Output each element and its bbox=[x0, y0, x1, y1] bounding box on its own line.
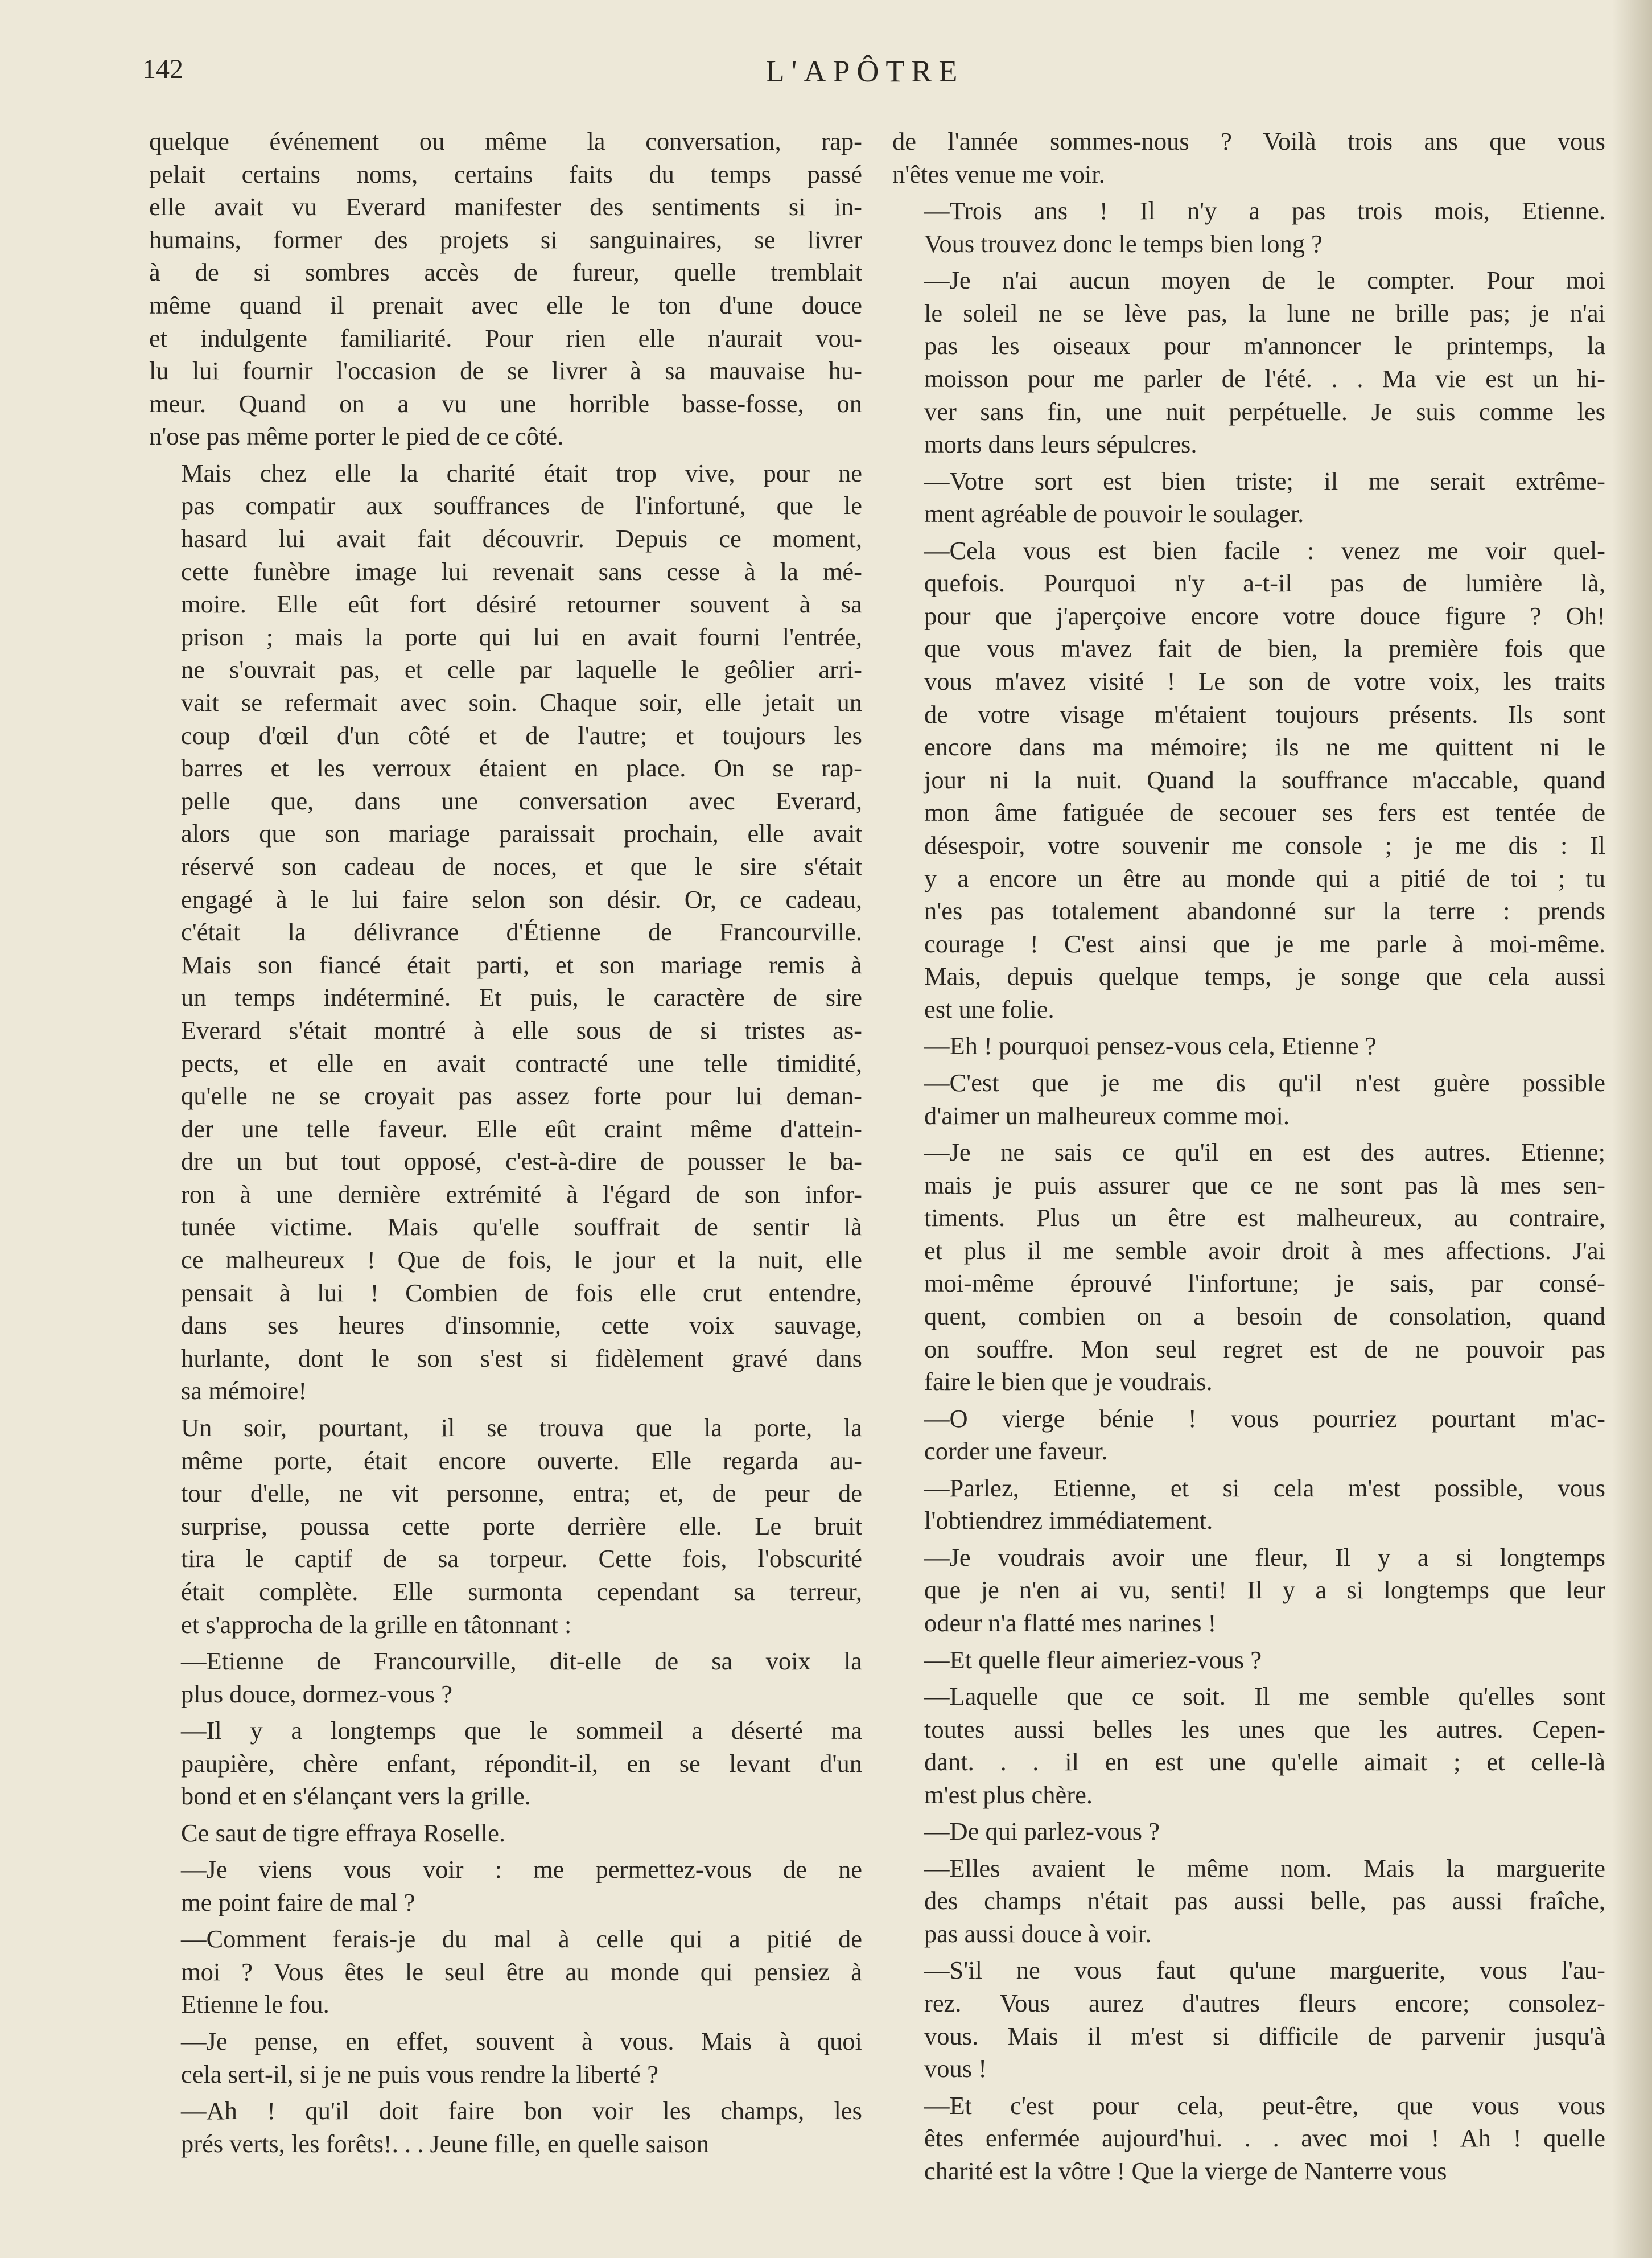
text-line: —Trois ans ! Il n'y a pas trois mois, Etienne. bbox=[924, 196, 1605, 225]
text-line: —Et quelle fleur aimeriez-vous ? bbox=[924, 1645, 1262, 1674]
paragraph bbox=[892, 1472, 1605, 1537]
text-line: —Eh ! pourquoi pensez-vous cela, Etienne ? bbox=[924, 1031, 1377, 1060]
text-line: barres et les verroux étaient en place. On se rap- bbox=[181, 754, 862, 783]
text-line: y a encore un être au monde qui a pitié de toi ; tu bbox=[924, 863, 1605, 892]
paragraph bbox=[892, 1136, 1605, 1399]
left-column bbox=[149, 125, 862, 2164]
text-line: bond et en s'élançant vers la grille. bbox=[181, 1782, 531, 1811]
text-line: moire. Elle eût fort désiré retourner souvent à sa bbox=[181, 590, 862, 619]
text-line: Everard s'était montré à elle sous de si tristes as- bbox=[181, 1015, 862, 1044]
paragraph bbox=[149, 1714, 862, 1813]
text-line: c'était la délivrance d'Étienne de Francourville. bbox=[181, 918, 862, 947]
paragraph bbox=[149, 1645, 862, 1710]
paragraph bbox=[892, 1402, 1605, 1468]
text-line: vous. Mais il m'est si difficile de parvenir jusqu'à bbox=[924, 2021, 1605, 2050]
text-line: Ce saut de tigre effraya Roselle. bbox=[181, 1818, 506, 1847]
running-title: L'APÔTRE bbox=[765, 54, 965, 88]
paragraph bbox=[892, 1680, 1605, 1811]
text-line: ment agréable de pouvoir le soulager. bbox=[924, 499, 1304, 528]
text-line: paupière, chère enfant, répondit-il, en se levant d'un bbox=[181, 1749, 862, 1778]
right-column bbox=[892, 125, 1605, 2191]
paragraph bbox=[892, 465, 1605, 530]
text-line: —Je viens vous voir : me permettez-vous de ne bbox=[181, 1855, 862, 1884]
paragraph bbox=[892, 195, 1605, 260]
text-line: pas aussi douce à voir. bbox=[924, 1919, 1152, 1948]
paragraph bbox=[149, 1412, 862, 1641]
text-line: toutes aussi belles les unes que les autres. Cepen- bbox=[924, 1714, 1605, 1743]
text-line: cette funèbre image lui revenait sans cesse à la mé- bbox=[181, 557, 862, 586]
text-line: morts dans leurs sépulcres. bbox=[924, 430, 1197, 459]
text-line: mais je puis assurer que ce ne sont pas là mes sen- bbox=[924, 1170, 1605, 1199]
text-line: est une folie. bbox=[924, 995, 1054, 1023]
paragraph bbox=[149, 125, 862, 453]
text-line: —Je ne sais ce qu'il en est des autres. Etienne; bbox=[924, 1138, 1605, 1167]
text-line: —Comment ferais-je du mal à celle qui a pitié de bbox=[181, 1924, 862, 1953]
text-line: —Ah ! qu'il doit faire bon voir les champs, les bbox=[181, 2096, 862, 2125]
text-line: quent, combien on a besoin de consolation, quand bbox=[924, 1302, 1605, 1331]
text-line: n'es pas totalement abandonné sur la terre : prends bbox=[924, 896, 1605, 926]
text-line: de votre visage m'étaient toujours présents. Ils sont bbox=[924, 700, 1605, 729]
text-line: charité est la vôtre ! Que la vierge de Nanterre vous bbox=[924, 2156, 1447, 2185]
text-line: des champs n'était pas aussi belle, pas aussi fraîche, bbox=[924, 1886, 1605, 1915]
text-line: pas les oiseaux pour m'annoncer le printemps, la bbox=[924, 331, 1605, 360]
text-line: pelle que, dans une conversation avec Everard, bbox=[181, 786, 862, 815]
text-line: lu lui fournir l'occasion de se livrer à sa mauvaise hu- bbox=[149, 356, 862, 385]
page-number: 142 bbox=[142, 54, 183, 84]
text-line: et indulgente familiarité. Pour rien elle n'aurait vou- bbox=[149, 323, 862, 352]
text-line: Mais, depuis quelque temps, je songe que cela aussi bbox=[924, 962, 1605, 991]
text-line: dant. . . il en est une qu'elle aimait ; et celle-là bbox=[924, 1747, 1605, 1776]
text-line: ver sans fin, une nuit perpétuelle. Je suis comme les bbox=[924, 397, 1605, 426]
paragraph bbox=[892, 534, 1605, 1026]
text-line: d'aimer un malheureux comme moi. bbox=[924, 1101, 1290, 1130]
text-line: —C'est que je me dis qu'il n'est guère possible bbox=[924, 1068, 1605, 1097]
text-line: hurlante, dont le son s'est si fidèlement gravé dans bbox=[181, 1343, 862, 1372]
text-line: pas compatir aux souffrances de l'infortuné, que le bbox=[181, 491, 862, 520]
text-line: dre un but tout opposé, c'est-à-dire de pousser le ba- bbox=[181, 1147, 862, 1176]
paragraph bbox=[892, 125, 1605, 191]
paragraph bbox=[892, 1815, 1605, 1848]
text-line: Etienne le fou. bbox=[181, 1990, 329, 2019]
text-line: que je n'en ai vu, senti! Il y a si longtemps que leur bbox=[924, 1576, 1605, 1605]
text-line: m'est plus chère. bbox=[924, 1780, 1093, 1809]
text-line: —Et c'est pour cela, peut-être, que vous vous bbox=[924, 2091, 1605, 2120]
text-line: à de si sombres accès de fureur, quelle tremblait bbox=[149, 258, 862, 287]
text-line: pensait à lui ! Combien de fois elle crut entendre, bbox=[181, 1278, 862, 1307]
text-line: faire le bien que je voudrais. bbox=[924, 1367, 1213, 1396]
text-line: cela sert-il, si je ne puis vous rendre la liberté ? bbox=[181, 2059, 659, 2088]
text-line: Mais son fiancé était parti, et son mariage remis à bbox=[181, 950, 862, 979]
text-line: Mais chez elle la charité était trop vive, pour ne bbox=[181, 458, 862, 487]
text-line: courage ! C'est ainsi que je me parle à moi-même. bbox=[924, 929, 1605, 958]
text-line: et plus il me semble avoir droit à mes affections. J'ai bbox=[924, 1236, 1605, 1265]
text-line: désespoir, votre souvenir me console ; je me dis : Il bbox=[924, 831, 1605, 860]
text-line: —S'il ne vous faut qu'une marguerite, vous l'au- bbox=[924, 1956, 1605, 1985]
text-line: engagé à le lui faire selon son désir. Or, ce cadeau, bbox=[181, 885, 862, 914]
paragraph bbox=[149, 457, 862, 1408]
text-line: que vous m'avez fait de bien, la première fois que bbox=[924, 634, 1605, 663]
text-line: vous m'avez visité ! Le son de votre voix, les traits bbox=[924, 667, 1605, 696]
text-line: —Je voudrais avoir une fleur, Il y a si longtemps bbox=[924, 1543, 1605, 1572]
paragraph bbox=[149, 2025, 862, 2091]
text-line: —Etienne de Francourville, dit-elle de sa voix la bbox=[181, 1646, 862, 1675]
text-line: le soleil ne se lève pas, la lune ne brille pas; je n'ai bbox=[924, 298, 1605, 327]
text-line: mon âme fatiguée de secouer ses fers est tentée de bbox=[924, 798, 1605, 827]
text-line: hasard lui avait fait découvrir. Depuis ce moment, bbox=[181, 524, 862, 553]
text-line: rez. Vous aurez d'autres fleurs encore; consolez- bbox=[924, 1989, 1605, 2018]
text-line: ne s'ouvrait pas, et celle par laquelle le geôlier arri- bbox=[181, 655, 862, 684]
text-line: ce malheureux ! Que de fois, le jour et la nuit, elle bbox=[181, 1245, 862, 1274]
text-line: un temps indéterminé. Et puis, le caractère de sire bbox=[181, 983, 862, 1012]
text-line: même porte, était encore ouverte. Elle regarda au- bbox=[181, 1446, 862, 1475]
paragraph bbox=[892, 1644, 1605, 1677]
text-line: me point faire de mal ? bbox=[181, 1887, 415, 1916]
text-line: —Elles avaient le même nom. Mais la marguerite bbox=[924, 1853, 1605, 1882]
text-line: —De qui parlez-vous ? bbox=[924, 1817, 1160, 1846]
text-line: —Il y a longtemps que le sommeil a déserté ma bbox=[181, 1716, 862, 1745]
text-line: —Je pense, en effet, souvent à vous. Mais à quoi bbox=[181, 2026, 862, 2055]
text-line: pects, et elle en avait contracté une telle timidité, bbox=[181, 1048, 862, 1077]
paragraph bbox=[892, 1030, 1605, 1063]
text-line: n'êtes venue me voir. bbox=[892, 159, 1105, 188]
text-line: surprise, poussa cette porte derrière elle. Le bruit bbox=[181, 1511, 862, 1540]
text-line: et s'approcha de la grille en tâtonnant : bbox=[181, 1610, 572, 1639]
paragraph bbox=[892, 264, 1605, 461]
text-line: meur. Quand on a vu une horrible basse-fosse, on bbox=[149, 389, 862, 418]
text-line: moi ? Vous êtes le seul être au monde qui pensiez à bbox=[181, 1957, 862, 1986]
text-line: —Laquelle que ce soit. Il me semble qu'elles sont bbox=[924, 1682, 1605, 1710]
text-line: pelait certains noms, certains faits du temps passé bbox=[149, 159, 862, 188]
paragraph bbox=[892, 1954, 1605, 2085]
text-line: êtes enfermée aujourd'hui. . . avec moi ! Ah ! quelle bbox=[924, 2124, 1605, 2153]
paragraph bbox=[892, 1852, 1605, 1951]
paragraph bbox=[149, 1817, 862, 1850]
text-line: dans ses heures d'insomnie, cette voix sauvage, bbox=[181, 1311, 862, 1340]
text-line: tira le captif de sa torpeur. Cette fois, l'obscurité bbox=[181, 1544, 862, 1573]
text-line: quelque événement ou même la conversation, rap- bbox=[149, 127, 862, 155]
text-line: moi-même éprouvé l'infortune; je sais, par consé- bbox=[924, 1269, 1605, 1298]
text-line: —Parlez, Etienne, et si cela m'est possible, vous bbox=[924, 1473, 1605, 1502]
text-line: on souffre. Mon seul regret est de ne pouvoir pas bbox=[924, 1334, 1605, 1363]
paragraph bbox=[149, 1853, 862, 1919]
text-line: qu'elle ne se croyait pas assez forte pour lui deman- bbox=[181, 1081, 862, 1111]
text-line: Un soir, pourtant, il se trouva que la porte, la bbox=[181, 1413, 862, 1442]
text-line: sa mémoire! bbox=[181, 1376, 307, 1405]
text-line: Vous trouvez donc le temps bien long ? bbox=[924, 229, 1323, 258]
text-line: réservé son cadeau de noces, et que le sire s'était bbox=[181, 852, 862, 881]
paragraph bbox=[892, 1067, 1605, 1132]
text-line: tunée victime. Mais qu'elle souffrait de sentir là bbox=[181, 1212, 862, 1241]
text-line: l'obtiendrez immédiatement. bbox=[924, 1506, 1213, 1535]
text-line: timents. Plus un être est malheureux, au contraire, bbox=[924, 1203, 1605, 1232]
text-line: vait se refermait avec soin. Chaque soir, elle jetait un bbox=[181, 688, 862, 717]
text-line: vous ! bbox=[924, 2054, 987, 2083]
text-line: —Je n'ai aucun moyen de le compter. Pour moi bbox=[924, 266, 1605, 295]
text-line: encore dans ma mémoire; ils ne me quittent ni le bbox=[924, 733, 1605, 762]
page-header bbox=[137, 54, 1593, 93]
paragraph bbox=[892, 1541, 1605, 1640]
text-line: prison ; mais la porte qui lui en avait fourni l'entrée, bbox=[181, 622, 862, 651]
text-line: pour que j'aperçoive encore votre douce figure ? Oh! bbox=[924, 601, 1605, 630]
text-line: plus douce, dormez-vous ? bbox=[181, 1679, 453, 1708]
text-line: était complète. Elle surmonta cependant sa terreur, bbox=[181, 1577, 862, 1606]
text-line: elle avait vu Everard manifester des sentiments si in- bbox=[149, 192, 862, 221]
text-line: corder une faveur. bbox=[924, 1437, 1108, 1466]
text-line: même quand il prenait avec elle le ton d'une douce bbox=[149, 290, 862, 319]
text-line: de l'année sommes-nous ? Voilà trois ans que vous bbox=[892, 127, 1605, 155]
page-edge-shadow bbox=[1612, 0, 1652, 2258]
text-line: —Cela vous est bien facile : venez me voir quel- bbox=[924, 536, 1605, 565]
paragraph bbox=[149, 2095, 862, 2160]
text-line: quefois. Pourquoi n'y a-t-il pas de lumière là, bbox=[924, 569, 1605, 598]
paragraph bbox=[149, 1923, 862, 2021]
paragraph bbox=[892, 2090, 1605, 2188]
text-line: humains, former des projets si sanguinaires, se livrer bbox=[149, 225, 862, 254]
text-line: der une telle faveur. Elle eût craint même d'attein- bbox=[181, 1114, 862, 1143]
text-line: moisson pour me parler de l'été. . . Ma vie est un hi- bbox=[924, 364, 1605, 393]
text-line: prés verts, les forêts!. . . Jeune fille, en quelle saison bbox=[181, 2129, 710, 2158]
text-line: —O vierge bénie ! vous pourriez pourtant m'ac- bbox=[924, 1404, 1605, 1433]
text-line: —Votre sort est bien triste; il me serait extrême- bbox=[924, 466, 1605, 495]
text-line: n'ose pas même porter le pied de ce côté. bbox=[149, 422, 564, 451]
text-line: odeur n'a flatté mes narines ! bbox=[924, 1609, 1217, 1638]
text-line: alors que son mariage paraissait prochain, elle avait bbox=[181, 819, 862, 848]
text-line: ron à une dernière extrémité à l'égard de son infor- bbox=[181, 1179, 862, 1208]
text-line: tour d'elle, ne vit personne, entra; et, de peur de bbox=[181, 1479, 862, 1508]
text-line: jour ni la nuit. Quand la souffrance m'accable, quand bbox=[924, 765, 1605, 794]
text-line: coup d'œil d'un côté et de l'autre; et toujours les bbox=[181, 721, 862, 750]
